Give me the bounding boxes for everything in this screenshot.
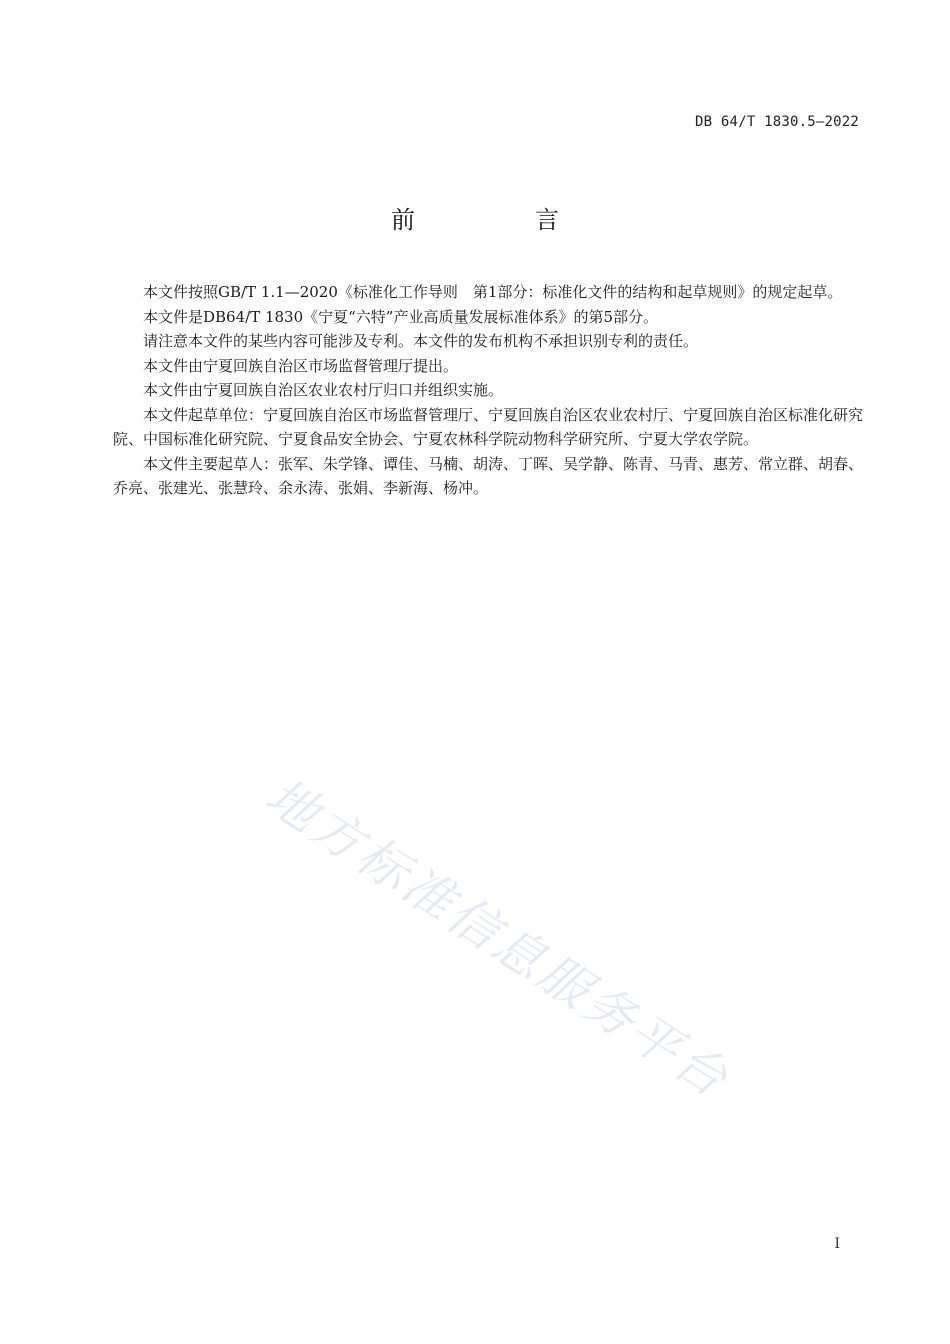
paragraph-drafting-units: 本文件起草单位：宁夏回族自治区市场监督管理厅、宁夏回族自治区农业农村厅、宁夏回族自治区标准化研究院、中国标准化研究院、宁夏食品安全协会、宁夏农林科学院动物科学研究所、宁夏大学农学院。 — [113, 405, 864, 448]
watermark: 地方标准信息服务平台 — [255, 766, 741, 1110]
paragraph-drafting-rules: 本文件按照GB/T 1.1—2020《标准化工作导则 第1部分：标准化文件的结构和起草规则》的规定起草。 — [143, 283, 843, 301]
page-title: 前 言 — [391, 206, 607, 234]
page-number: I — [834, 1236, 840, 1252]
paragraph-proposer: 本文件由宁夏回族自治区市场监督管理厅提出。 — [143, 356, 459, 375]
document-code: DB 64/T 1830.5—2022 — [695, 114, 859, 130]
paragraph-administrator: 本文件由宁夏回族自治区农业农村厅归口并组织实施。 — [143, 381, 504, 399]
foreword-body — [113, 280, 863, 501]
paragraph-patent-notice: 请注意本文件的某些内容可能涉及专利。本文件的发布机构不承担识别专利的责任。 — [143, 332, 699, 350]
paragraph-series-part: 本文件是DB64/T 1830《宁夏“六特”产业高质量发展标准体系》的第5部分。 — [143, 307, 659, 326]
paragraph-drafters: 本文件主要起草人：张军、朱学锋、谭佳、马楠、胡涛、丁晖、吴学静、陈青、马青、惠芳、常立群、胡春、乔亮、张建光、张慧玲、余永涛、张娟、李新海、杨冲。 — [113, 454, 864, 497]
